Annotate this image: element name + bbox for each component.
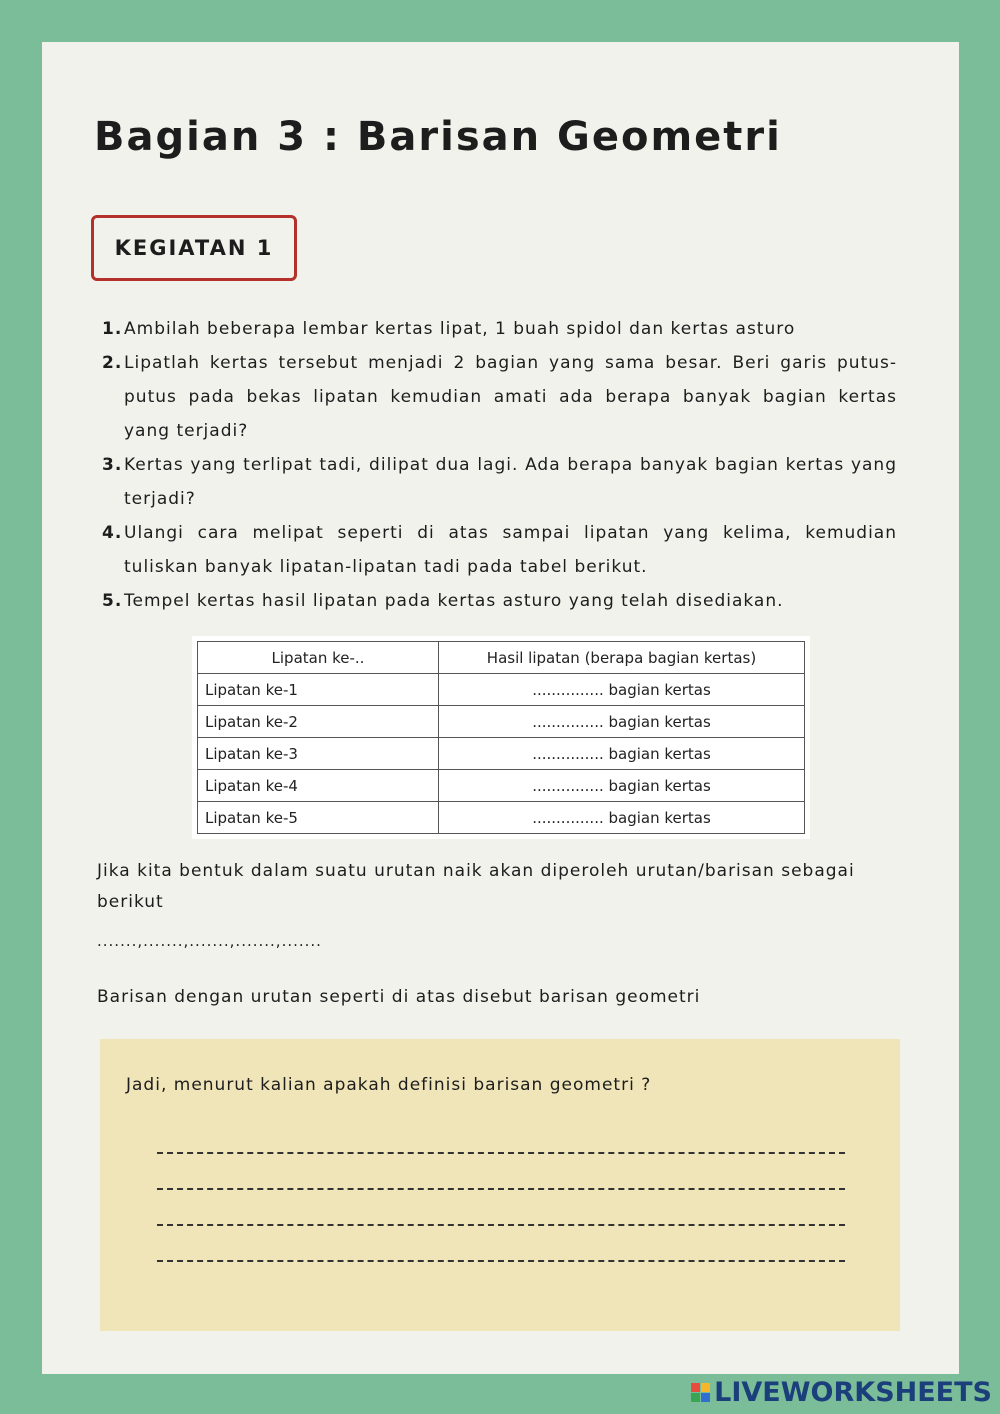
page-title: Bagian 3 : Barisan Geometri bbox=[94, 114, 782, 160]
column-header: Hasil lipatan (berapa bagian kertas) bbox=[439, 642, 805, 674]
folding-table bbox=[197, 641, 805, 834]
liveworksheets-brand bbox=[691, 1377, 992, 1408]
statement-text: Barisan dengan urutan seperti di atas disebut barisan geometri bbox=[97, 987, 701, 1007]
table-row bbox=[198, 738, 805, 770]
answer-line[interactable] bbox=[157, 1224, 845, 1226]
activity-label: KEGIATAN 1 bbox=[91, 215, 297, 281]
fold-number-cell: Lipatan ke-5 bbox=[198, 802, 439, 834]
definition-answer-box bbox=[100, 1039, 900, 1331]
fold-number-cell: Lipatan ke-2 bbox=[198, 706, 439, 738]
worksheet-page bbox=[42, 42, 959, 1374]
instruction-item: 3. Kertas yang terlipat tadi, dilipat dua lagi. Ada berapa banyak bagian kertas yang terjadi? bbox=[102, 455, 897, 509]
instruction-item: 5. Tempel kertas hasil lipatan pada kertas asturo yang telah disediakan. bbox=[102, 591, 784, 611]
instruction-list bbox=[102, 312, 897, 618]
liveworksheets-logo-icon bbox=[691, 1383, 710, 1402]
instruction-item: 1. Ambilah beberapa lembar kertas lipat, 1 buah spidol dan kertas asturo bbox=[102, 319, 796, 339]
result-answer-cell[interactable]: ............... bagian kertas bbox=[439, 770, 805, 802]
instruction-item: 2. Lipatlah kertas tersebut menjadi 2 bagian yang sama besar. Beri garis putus-putus pada bekas lipatan kemudian amati ada berapa banyak bagian kertas yang terjadi? bbox=[102, 353, 897, 441]
definition-question: Jadi, menurut kalian apakah definisi barisan geometri ? bbox=[126, 1075, 652, 1095]
table-header-row bbox=[198, 642, 805, 674]
answer-line[interactable] bbox=[157, 1260, 845, 1262]
answer-line[interactable] bbox=[157, 1152, 845, 1154]
folding-table-container bbox=[192, 636, 810, 839]
fold-number-cell: Lipatan ke-3 bbox=[198, 738, 439, 770]
table-row bbox=[198, 802, 805, 834]
fold-number-cell: Lipatan ke-4 bbox=[198, 770, 439, 802]
column-header: Lipatan ke-.. bbox=[198, 642, 439, 674]
result-answer-cell[interactable]: ............... bagian kertas bbox=[439, 802, 805, 834]
answer-line[interactable] bbox=[157, 1188, 845, 1190]
result-answer-cell[interactable]: ............... bagian kertas bbox=[439, 738, 805, 770]
result-answer-cell[interactable]: ............... bagian kertas bbox=[439, 706, 805, 738]
sequence-intro-text: Jika kita bentuk dalam suatu urutan naik akan diperoleh urutan/barisan sebagai berikut bbox=[97, 861, 855, 912]
table-row bbox=[198, 770, 805, 802]
table-row bbox=[198, 674, 805, 706]
fold-number-cell: Lipatan ke-1 bbox=[198, 674, 439, 706]
table-row bbox=[198, 706, 805, 738]
instruction-item: 4. Ulangi cara melipat seperti di atas sampai lipatan yang kelima, kemudian tuliskan banyak lipatan-lipatan tadi pada tabel berikut. bbox=[102, 523, 897, 577]
result-answer-cell[interactable]: ............... bagian kertas bbox=[439, 674, 805, 706]
sequence-answer-blank[interactable]: .......,.......,.......,.......,....... bbox=[97, 932, 322, 950]
brand-name: LIVEWORKSHEETS bbox=[714, 1377, 992, 1408]
